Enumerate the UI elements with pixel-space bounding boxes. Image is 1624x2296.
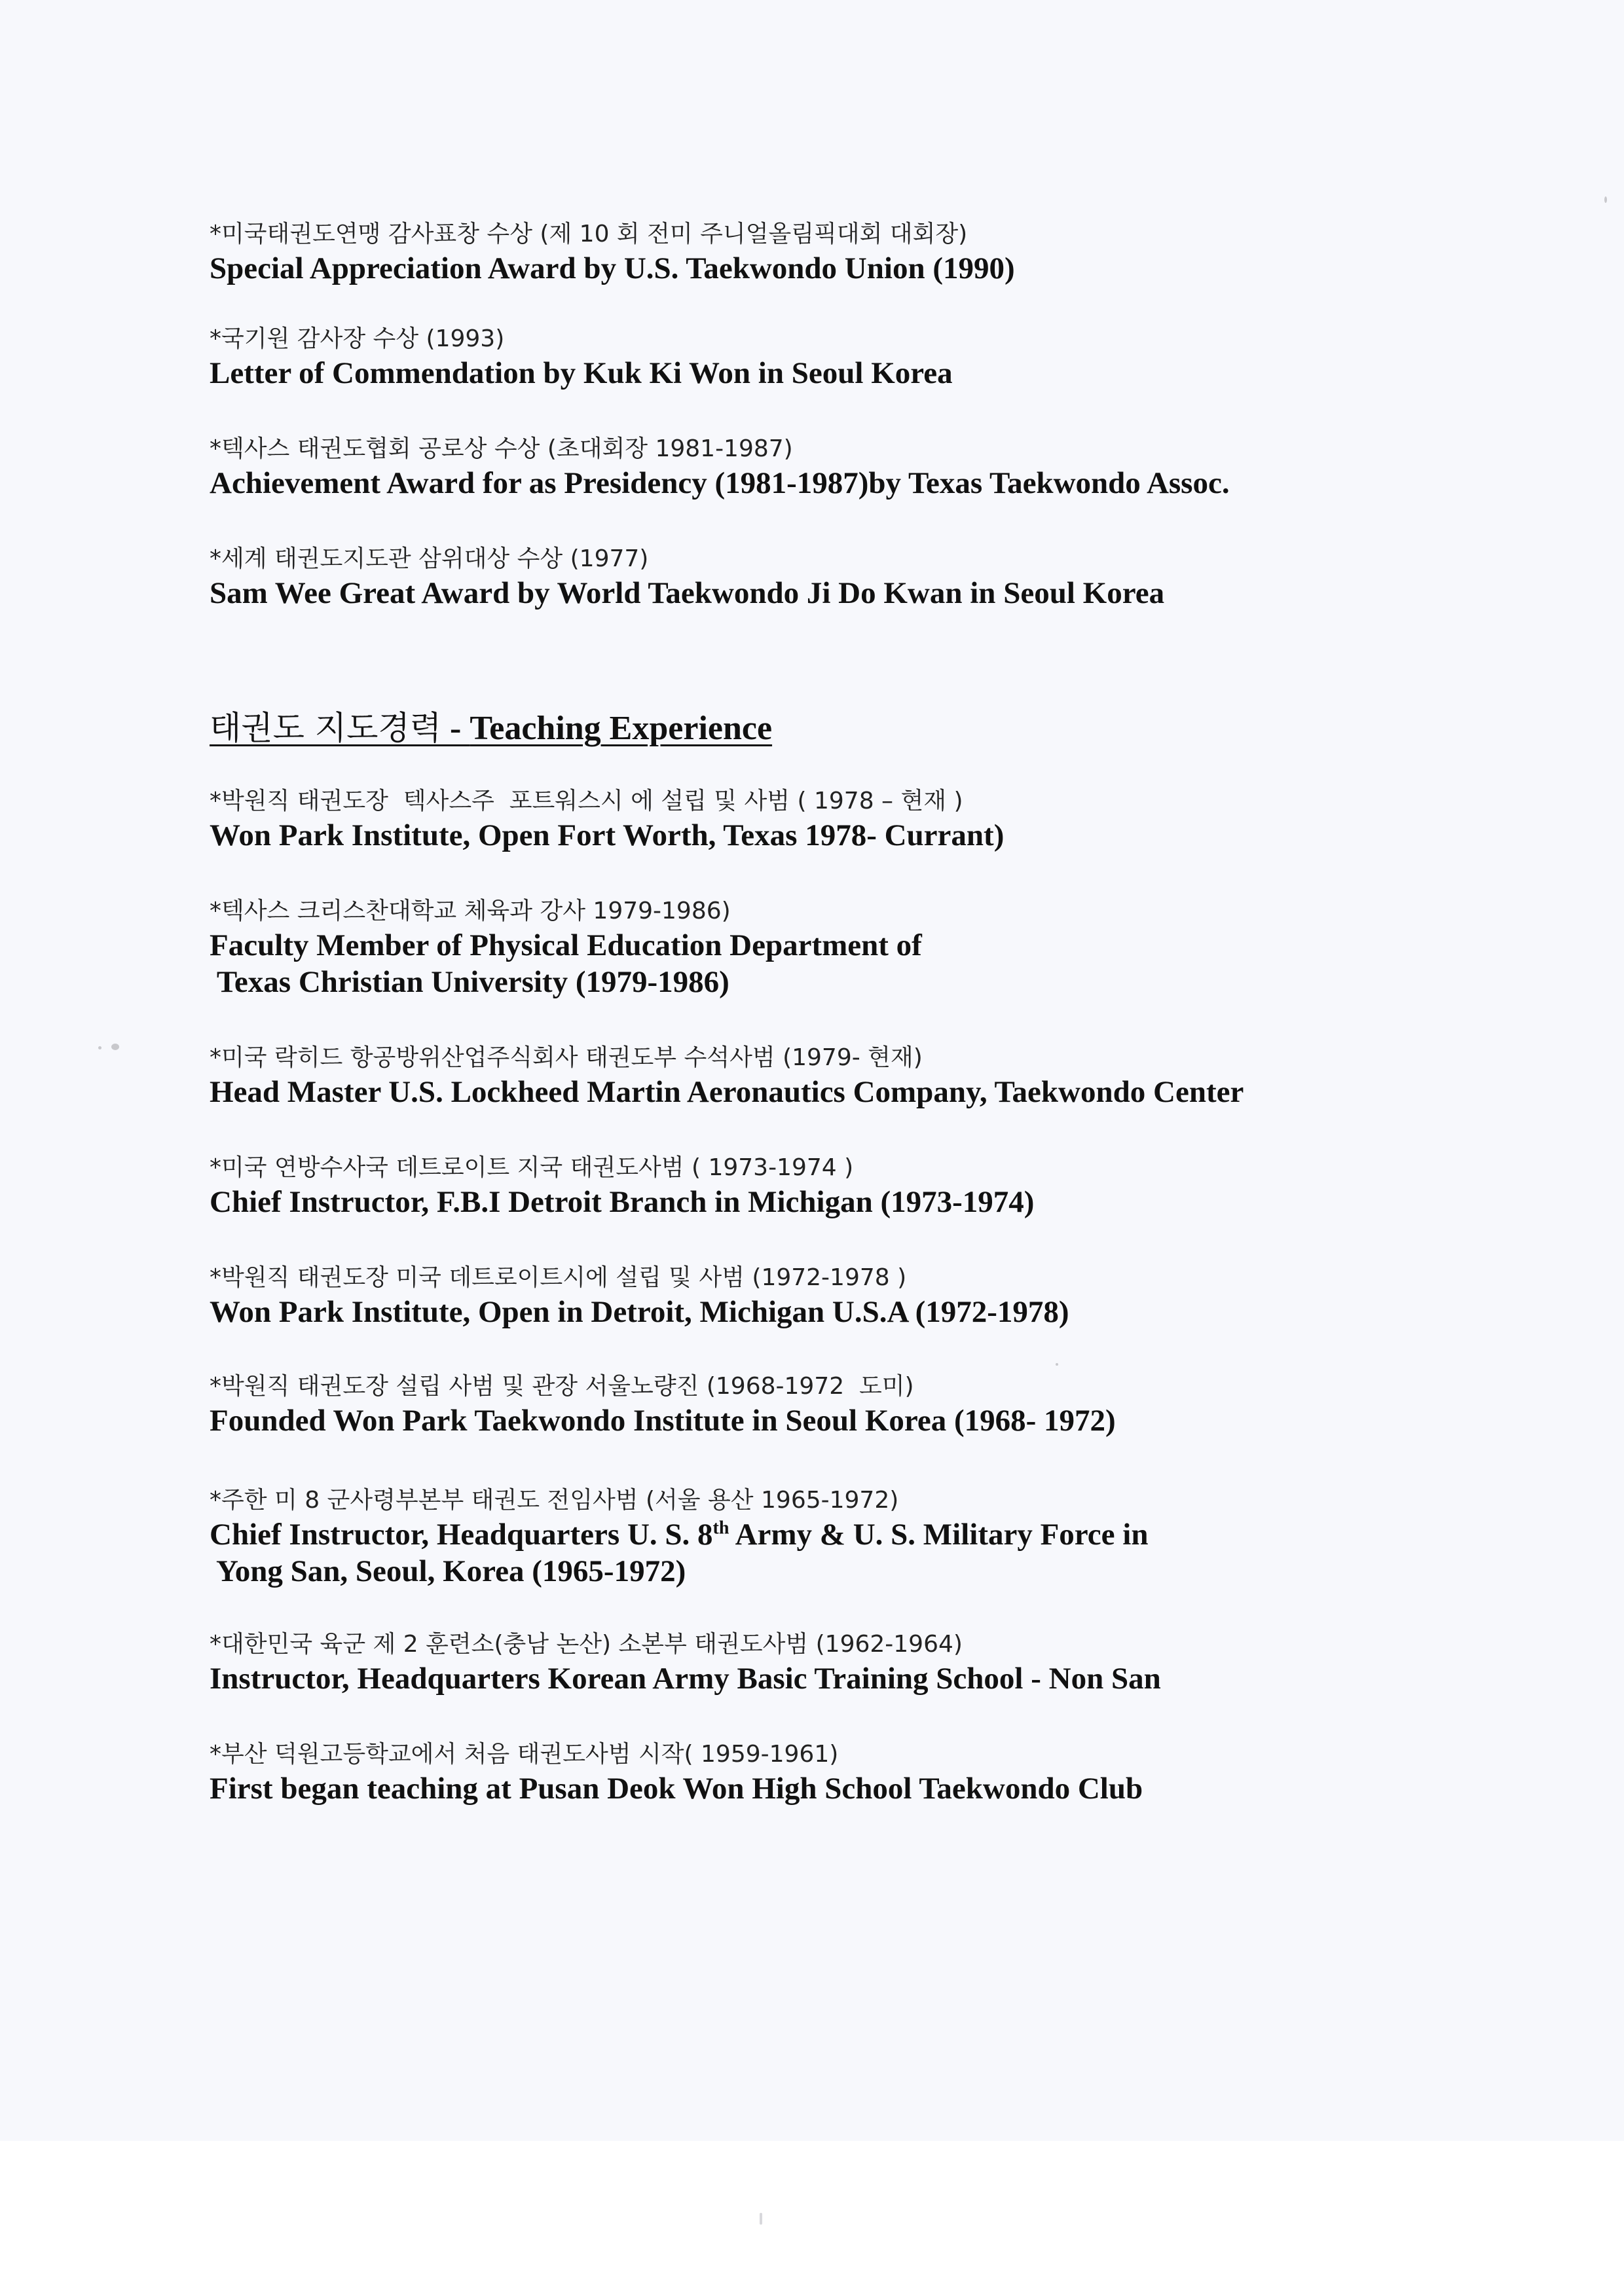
ordinal-suffix: th [712, 1518, 729, 1539]
teaching-korean: *텍사스 크리스찬대학교 체육과 강사 1979-1986) [210, 898, 731, 924]
award-english: Letter of Commendation by Kuk Ki Won in Seoul Korea [210, 356, 953, 390]
scan-speck [1604, 196, 1607, 203]
teaching-english: Won Park Institute, Open in Detroit, Michigan U.S.A (1972-1978) [210, 1295, 1069, 1329]
teaching-korean: *박원직 태권도장 설립 사범 및 관장 서울노량진 (1968-1972 도미) [210, 1373, 914, 1400]
award-korean: *세계 태권도지도관 삼위대상 수상 (1977) [210, 545, 649, 572]
teaching-entry [210, 1262, 1585, 1330]
teaching-english: First began teaching at Pusan Deok Won High School Taekwondo Club [210, 1772, 1143, 1806]
award-english: Sam Wee Great Award by World Taekwondo Ji Do Kwan in Seoul Korea [210, 576, 1165, 610]
scan-speck [760, 2213, 762, 2225]
teaching-korean: *대한민국 육군 제 2 훈련소(충남 논산) 소본부 태권도사범 (1962-1964) [210, 1631, 963, 1658]
scan-speck [98, 1046, 101, 1049]
teaching-entry [210, 1371, 1585, 1439]
teaching-english [210, 1516, 1585, 1590]
section-heading [210, 702, 772, 749]
award-korean: *미국태권도연맹 감사표창 수상 (제 10 회 전미 주니얼올림픽대회 대회장) [210, 221, 968, 247]
award-english: Special Appreciation Award by U.S. Taekwondo Union (1990) [210, 251, 1015, 285]
award-korean: *국기원 감사장 수상 (1993) [210, 325, 505, 352]
teaching-korean: *부산 덕원고등학교에서 처음 태권도사범 시작( 1959-1961) [210, 1741, 839, 1768]
teaching-korean: *주한 미 8 군사령부본부 태권도 전임사범 (서울 용산 1965-1972) [210, 1487, 899, 1514]
teaching-english-line: Texas Christian University (1979-1986) [210, 965, 729, 999]
teaching-english-part: Army & U. S. Military Force in [729, 1518, 1149, 1552]
section-heading-korean: 태권도 지도경력 [210, 709, 441, 747]
teaching-english: Head Master U.S. Lockheed Martin Aeronautics Company, Taekwondo Center [210, 1075, 1244, 1109]
scan-speck [1056, 1363, 1058, 1366]
teaching-english [210, 927, 1585, 1000]
award-entry [210, 323, 1585, 392]
award-english: Achievement Award for as Presidency (1981-1987)by Texas Taekwondo Assoc. [210, 466, 1230, 500]
teaching-english: Founded Won Park Taekwondo Institute in Seoul Korea (1968- 1972) [210, 1404, 1116, 1438]
teaching-english-line: Faculty Member of Physical Education Department of [210, 928, 922, 962]
teaching-entry [210, 896, 1585, 1000]
award-entry [210, 433, 1585, 501]
teaching-entry [210, 1739, 1585, 1807]
teaching-english-part: Chief Instructor, Headquarters U. S. 8 [210, 1518, 713, 1552]
section-heading-english: Teaching Experience [470, 710, 773, 747]
award-entry [210, 219, 1585, 287]
teaching-entry [210, 1152, 1585, 1220]
scan-speck [111, 1044, 119, 1050]
teaching-english: Chief Instructor, F.B.I Detroit Branch in Michigan (1973-1974) [210, 1185, 1035, 1219]
teaching-english: Won Park Institute, Open Fort Worth, Texas 1978- Currant) [210, 818, 1005, 852]
teaching-english: Instructor, Headquarters Korean Army Basic Training School - Non San [210, 1662, 1161, 1696]
award-entry [210, 543, 1585, 611]
teaching-entry [210, 1485, 1585, 1590]
teaching-entry [210, 1042, 1585, 1110]
award-korean: *텍사스 태권도협회 공로상 수상 (초대회장 1981-1987) [210, 435, 793, 462]
teaching-korean: *미국 락히드 항공방위산업주식회사 태권도부 수석사범 (1979- 현재) [210, 1044, 923, 1071]
section-heading-separator: - [441, 710, 470, 747]
teaching-english-line [210, 1516, 1585, 1553]
teaching-korean: *박원직 태권도장 텍사스주 포트워스시 에 설립 및 사범 ( 1978 – 현재 ) [210, 788, 963, 814]
teaching-english-line: Yong San, Seoul, Korea (1965-1972) [210, 1554, 686, 1588]
teaching-entry [210, 1629, 1585, 1697]
teaching-korean: *미국 연방수사국 데트로이트 지국 태권도사범 ( 1973-1974 ) [210, 1154, 854, 1181]
teaching-korean: *박원직 태권도장 미국 데트로이트시에 설립 및 사범 (1972-1978 ) [210, 1264, 907, 1291]
teaching-entry [210, 786, 1585, 854]
